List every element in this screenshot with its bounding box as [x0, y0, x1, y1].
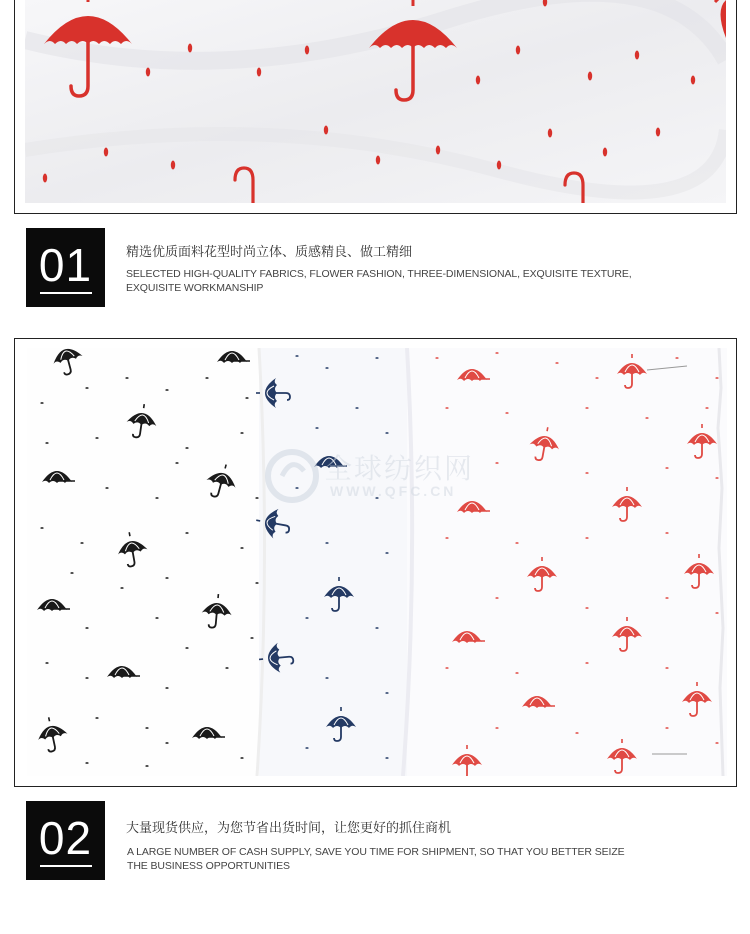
middle-fabric-photo [27, 348, 727, 776]
watermark-url: WWW.QFC.CN [330, 483, 457, 499]
watermark-text: 全球纺织网 [324, 452, 475, 485]
section-number: 01 [38, 238, 93, 291]
section-number-badge [26, 801, 105, 880]
top-fabric-photo [25, 0, 726, 203]
section-description: A LARGE NUMBER OF CASH SUPPLY, SAVE YOU TIME FOR SHIPMENT, SO THAT YOU BETTER SEIZE THE BUSINESS OPPORTUNITIES [127, 846, 625, 872]
section-number-badge [26, 228, 105, 307]
section-title: 精选优质面料花型时尚立体、质感精良、做工精细 [126, 245, 413, 260]
section-title: 大量现货供应，为您节省出货时间，让您更好的抓住商机 [126, 821, 452, 836]
number-underline [40, 865, 92, 867]
section-number: 02 [38, 811, 93, 864]
number-underline [40, 292, 92, 294]
watermark-logo [262, 441, 512, 511]
section-description: SELECTED HIGH-QUALITY FABRICS, FLOWER FASHION, THREE-DIMENSIONAL, EXQUISITE TEXTURE, EXQUISITE WORKMANSHIP [126, 268, 632, 294]
